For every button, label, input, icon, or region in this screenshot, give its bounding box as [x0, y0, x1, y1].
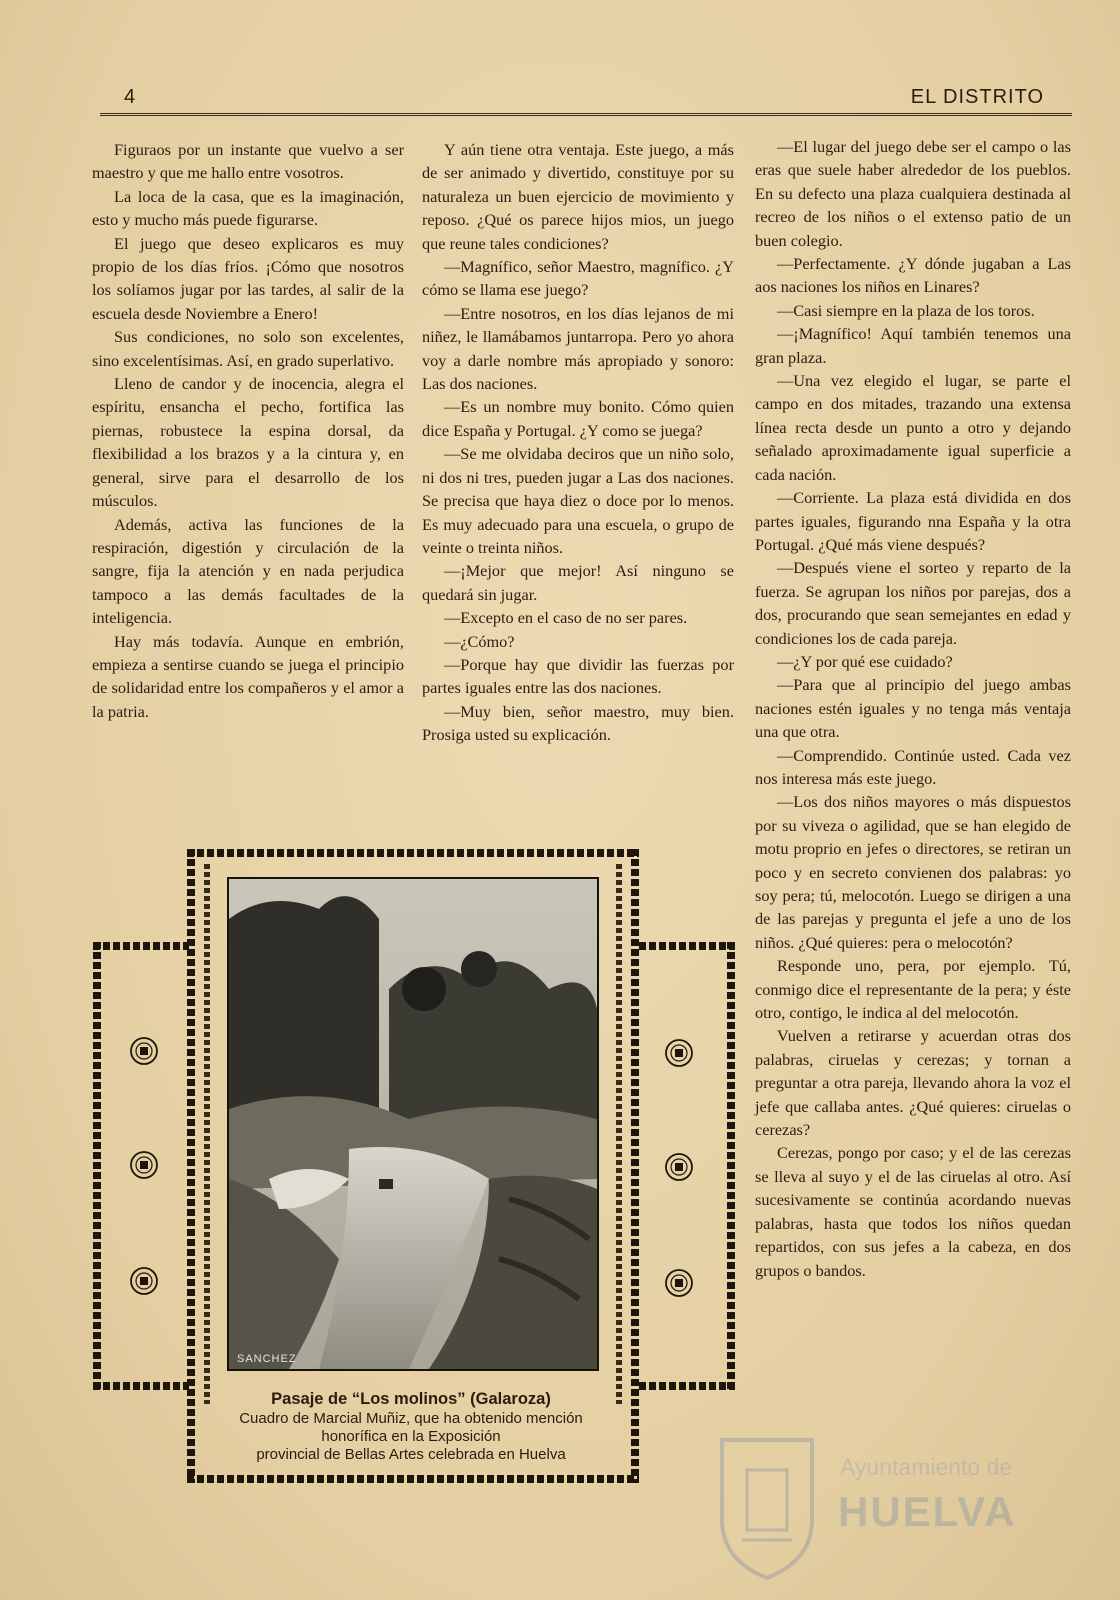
paragraph: Y aún tiene otra ventaja. Este juego, a más de ser animado y divertido, constituye por su naturaleza un buen ejercicio de movimiento y reposo. ¿Qué os parece hijos mios, un juego que reune tales condiciones? — [422, 140, 734, 253]
paragraph: —Corriente. La plaza está dividida en dos partes iguales, figurando nna España y la otra Portugal. ¿Qué más viene después? — [755, 488, 1071, 554]
caption-line: honorífica en la Exposición — [321, 1428, 501, 1445]
paragraph: —¿Cómo? — [444, 631, 515, 651]
watermark-text: Ayuntamiento de — [840, 1454, 1013, 1480]
paragraph: Además, activa las funciones de la respiración, digestión y circulación de la sangre, fija la atención y en nada perjudica tampoco a las demás facultades de la inteligencia. — [92, 514, 404, 628]
header-rule — [100, 113, 1072, 116]
text-column-1 — [92, 138, 404, 723]
paragraph: La loca de la casa, que es la imaginación, esto y mucho más puede figurarse. — [92, 186, 404, 230]
paragraph: —Se me olvidaba deciros que un niño solo, ni dos ni tres, pueden jugar a Las dos naciones. Se precisa que haya diez o doce por lo menos. Es muy adecuado para una escuela, o grupo de veinte o treinta niños. — [422, 444, 734, 557]
frame-inner-border-right — [616, 864, 622, 1404]
coat-of-arms-icon — [712, 1430, 822, 1580]
paragraph: —Porque hay que dividir las fuerzas por partes iguales entre las dos naciones. — [422, 654, 734, 698]
ornament-icon — [129, 1150, 159, 1180]
paragraph: —Después viene el sorteo y reparto de la fuerza. Se agrupan los niños por parejas, dos a dos, procurando que sean semejantes en edad y condiciones los de cada pareja. — [755, 558, 1071, 648]
watermark-text: HUELVA — [838, 1488, 1017, 1535]
paragraph: —¡Mejor que mejor! Así ninguno se quedará sin jugar. — [422, 561, 734, 604]
ornament-icon — [664, 1038, 694, 1068]
text-column-2 — [422, 138, 734, 747]
ornament-icon — [664, 1268, 694, 1298]
archive-watermark — [712, 1430, 1072, 1580]
caption-title: Pasaje de “Los molinos” (Galaroza) — [271, 1390, 551, 1408]
ornament-icon — [129, 1266, 159, 1296]
ornament-icon — [129, 1036, 159, 1066]
text-column-3 — [755, 135, 1071, 1282]
paragraph: Responde uno, pera, por ejemplo. Tú, conmigo dice el representante de la pera; y éste otro, contigo, le indica al del melocotón. — [755, 956, 1071, 1023]
painter-signature: SANCHEZ — [237, 1353, 297, 1365]
paragraph: Cerezas, pongo por caso; y el de las cerezas se lleva al suyo y el de las ciruelas al otro. Así sucesivamente se continúa acordando nuevas palabras, hasta que todos los niños quedan repartidos, con sus jefes a la cabeza, en dos grupos o bandos. — [755, 1143, 1071, 1280]
paragraph: —Entre nosotros, en los días lejanos de mi niñez, le llamábamos juntarropa. Pero yo ahora voy a darle nombre más apropiado y sonoro: Las dos naciones. — [422, 303, 734, 394]
paragraph: Figuraos por un instante que vuelvo a ser maestro y que me hallo entre vosotros. — [92, 140, 404, 183]
ornament-icon — [664, 1152, 694, 1182]
paragraph: —¡Magnífico! Aquí también tenemos una gran plaza. — [755, 324, 1071, 367]
paragraph: Lleno de candor y de inocencia, alegra el espíritu, ensancha el pecho, fortifica las piernas, robustece la espina dorsal, da flexibilidad a los brazos y a la cintura y, en general, sirve para el desarrollo de los músculos. — [92, 374, 404, 511]
paragraph: —Magnífico, señor Maestro, magnífico. ¿Y cómo se llama ese juego? — [422, 257, 734, 300]
paragraph: —Excepto en el caso de no ser pares. — [444, 608, 688, 628]
figure-caption — [205, 1388, 617, 1464]
landscape-photo — [227, 877, 599, 1371]
landscape-illustration — [229, 879, 597, 1369]
paragraph: —Para que al principio del juego ambas naciones estén iguales y no tenga más ventaja una que otra. — [755, 675, 1071, 742]
page-number: 4 — [124, 86, 136, 108]
paragraph: —Es un nombre muy bonito. Cómo quien dice España y Portugal. ¿Y como se juega? — [422, 397, 734, 440]
paragraph: —Casi siempre en la plaza de los toros. — [777, 300, 1035, 320]
frame-inner-border-left — [204, 864, 210, 1404]
paragraph: —Muy bien, señor maestro, muy bien. Prosiga usted su explicación. — [422, 701, 734, 745]
paragraph: —El lugar del juego debe ser el campo o las eras que suele haber alrededor de los pueblos. En su defecto una plaza cualquiera destinada al recreo de los niños o el extenso patio de un buen colegio. — [755, 137, 1071, 250]
paragraph: —¿Y por qué ese cuidado? — [777, 651, 953, 671]
paragraph: —Una vez elegido el lugar, se parte el campo en dos mitades, trazando una extensa línea recta desde un punto a otro y dejando señalado aproximadamente igual superficie a cada nación. — [755, 371, 1071, 484]
newspaper-title: EL DISTRITO — [910, 86, 1044, 108]
paragraph: Hay más todavía. Aunque en embrión, empieza a sentirse cuando se juega el principio de solidaridad entre los compañeros y el amor a la patria. — [92, 631, 404, 721]
page-header — [92, 86, 1072, 116]
caption-line: Cuadro de Marcial Muñiz, que ha obtenido mención — [239, 1410, 583, 1427]
paragraph: El juego que deseo explicaros es muy propio de los días fríos. ¡Cómo que nosotros los solíamos jugar por las tardes, al salir de la escuela desde Noviembre a Enero! — [92, 233, 404, 323]
paragraph: —Los dos niños mayores o más dispuestos por su viveza o agilidad, que se han elegido de motu proprio en jefes o directores, se retiran un poco y en secreto convienen dos palabras: yo soy pera; tú, melocotón. Luego se dirigen a una de las parejas y pregunta el jefe a uno de los niños. ¿Qué quieres: pera o melocotón? — [755, 792, 1071, 952]
caption-line: provincial de Bellas Artes celebrada en Huelva — [256, 1446, 566, 1463]
paragraph: —Perfectamente. ¿Y dónde jugaban a Las aos naciones los niños en Linares? — [755, 254, 1071, 297]
paragraph: Vuelven a retirarse y acuerdan otras dos palabras, ciruelas y cerezas; y tornan a preguntar a otra pareja, llevando ahora la voz el jefe que callaba antes. ¿Qué quieres: ciruelas o cerezas? — [755, 1026, 1071, 1140]
paragraph: —Comprendido. Continúe usted. Cada vez nos interesa más este juego. — [755, 745, 1071, 788]
paragraph: Sus condiciones, no solo son excelentes, sino excelentísimas. Así, en grado superlativo. — [92, 327, 404, 370]
